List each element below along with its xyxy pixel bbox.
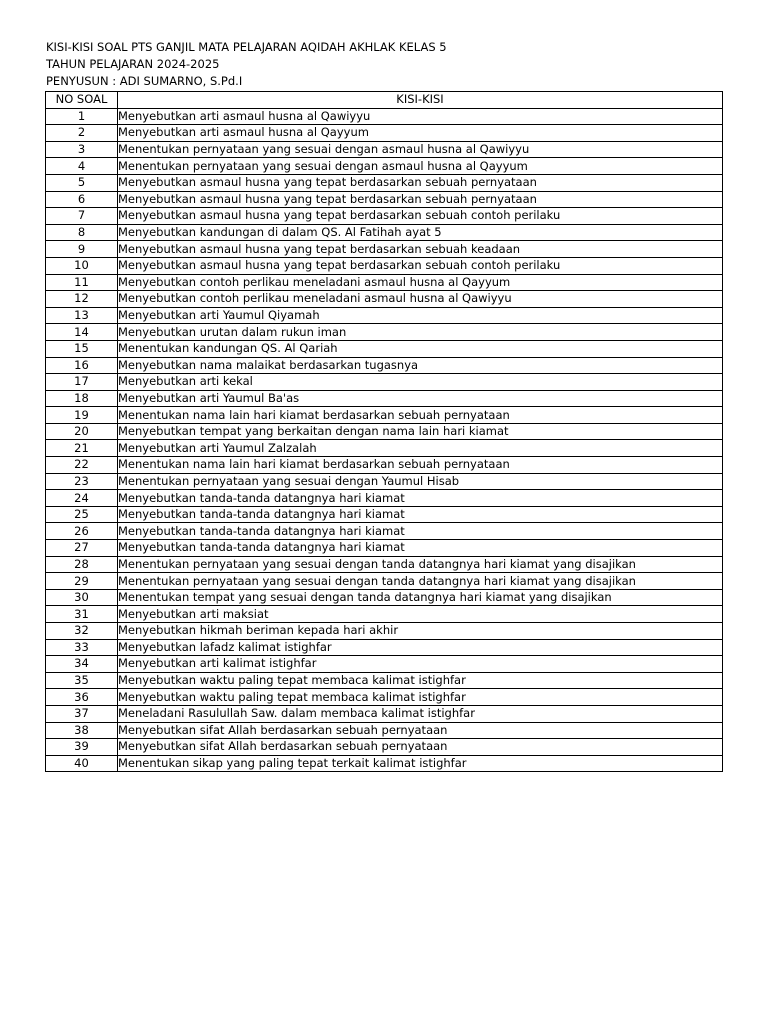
table-row [46, 689, 723, 706]
kisi-description: Menentukan pernyataan yang sesuai dengan tanda datangnya hari kiamat yang disajikan [118, 556, 723, 573]
kisi-description: Menyebutkan tanda-tanda datangnya hari kiamat [118, 506, 723, 523]
kisi-description: Menyebutkan lafadz kalimat istighfar [118, 639, 723, 656]
table-row [46, 174, 723, 191]
question-number: 12 [46, 291, 118, 308]
document-header [46, 39, 447, 90]
question-number: 34 [46, 656, 118, 673]
question-number: 40 [46, 755, 118, 772]
question-number: 19 [46, 407, 118, 424]
table-row [46, 357, 723, 374]
table-row [46, 108, 723, 125]
kisi-description: Menyebutkan arti maksiat [118, 606, 723, 623]
table-row [46, 755, 723, 772]
question-number: 7 [46, 208, 118, 225]
kisi-description: Menyebutkan hikmah beriman kepada hari akhir [118, 623, 723, 640]
question-number: 39 [46, 739, 118, 756]
question-number: 31 [46, 606, 118, 623]
table-row [46, 705, 723, 722]
question-number: 10 [46, 257, 118, 274]
table-row [46, 523, 723, 540]
question-number: 2 [46, 125, 118, 142]
question-number: 29 [46, 573, 118, 590]
table-row [46, 390, 723, 407]
kisi-description: Menyebutkan arti Yaumul Qiyamah [118, 307, 723, 324]
question-number: 32 [46, 623, 118, 640]
table-row [46, 241, 723, 258]
kisi-description: Menentukan nama lain hari kiamat berdasarkan sebuah pernyataan [118, 457, 723, 474]
kisi-description: Menyebutkan waktu paling tepat membaca kalimat istighfar [118, 672, 723, 689]
table-row [46, 224, 723, 241]
question-number: 37 [46, 705, 118, 722]
kisi-description: Menyebutkan arti Yaumul Zalzalah [118, 440, 723, 457]
question-number: 28 [46, 556, 118, 573]
table-row [46, 589, 723, 606]
question-number: 27 [46, 540, 118, 557]
kisi-description: Menentukan sikap yang paling tepat terkait kalimat istighfar [118, 755, 723, 772]
kisi-description: Menentukan pernyataan yang sesuai dengan asmaul husna al Qawiyyu [118, 141, 723, 158]
question-number: 20 [46, 423, 118, 440]
kisi-description: Menyebutkan tanda-tanda datangnya hari kiamat [118, 540, 723, 557]
question-number: 5 [46, 174, 118, 191]
kisi-description: Menyebutkan arti asmaul husna al Qawiyyu [118, 108, 723, 125]
table-row [46, 158, 723, 175]
table-row [46, 191, 723, 208]
kisi-description: Menyebutkan tanda-tanda datangnya hari kiamat [118, 490, 723, 507]
table-row [46, 457, 723, 474]
column-header-kisi-kisi: KISI-KISI [118, 92, 723, 109]
kisi-description: Menentukan tempat yang sesuai dengan tanda datangnya hari kiamat yang disajikan [118, 589, 723, 606]
question-number: 35 [46, 672, 118, 689]
table-row [46, 656, 723, 673]
kisi-description: Menyebutkan arti kalimat istighfar [118, 656, 723, 673]
table-header-row [46, 92, 723, 109]
question-number: 14 [46, 324, 118, 341]
table-row [46, 340, 723, 357]
kisi-description: Menentukan pernyataan yang sesuai dengan Yaumul Hisab [118, 473, 723, 490]
question-number: 33 [46, 639, 118, 656]
question-number: 23 [46, 473, 118, 490]
table-row [46, 407, 723, 424]
table-row [46, 490, 723, 507]
question-number: 16 [46, 357, 118, 374]
author-line: PENYUSUN : ADI SUMARNO, S.Pd.I [46, 74, 243, 88]
kisi-description: Menentukan pernyataan yang sesuai dengan asmaul husna al Qayyum [118, 158, 723, 175]
kisi-description: Menyebutkan asmaul husna yang tepat berdasarkan sebuah pernyataan [118, 191, 723, 208]
table-row [46, 540, 723, 557]
kisi-description: Menyebutkan contoh perlikau meneladani asmaul husna al Qawiyyu [118, 291, 723, 308]
question-number: 18 [46, 390, 118, 407]
table-row [46, 440, 723, 457]
table-row [46, 556, 723, 573]
kisi-description: Menentukan kandungan QS. Al Qariah [118, 340, 723, 357]
question-number: 3 [46, 141, 118, 158]
question-number: 38 [46, 722, 118, 739]
question-number: 1 [46, 108, 118, 125]
question-number: 15 [46, 340, 118, 357]
table-row [46, 423, 723, 440]
kisi-description: Menyebutkan arti Yaumul Ba'as [118, 390, 723, 407]
kisi-description: Menentukan nama lain hari kiamat berdasarkan sebuah pernyataan [118, 407, 723, 424]
kisi-description: Menyebutkan kandungan di dalam QS. Al Fatihah ayat 5 [118, 224, 723, 241]
question-number: 22 [46, 457, 118, 474]
table-row [46, 374, 723, 391]
column-header-no-soal: NO SOAL [46, 92, 118, 109]
question-number: 36 [46, 689, 118, 706]
table-row [46, 506, 723, 523]
table-row [46, 141, 723, 158]
kisi-description: Menyebutkan asmaul husna yang tepat berdasarkan sebuah pernyataan [118, 174, 723, 191]
table-row [46, 291, 723, 308]
question-number: 17 [46, 374, 118, 391]
table-row [46, 606, 723, 623]
question-number: 8 [46, 224, 118, 241]
question-number: 26 [46, 523, 118, 540]
kisi-description: Menyebutkan sifat Allah berdasarkan sebuah pernyataan [118, 739, 723, 756]
table-row [46, 208, 723, 225]
question-number: 6 [46, 191, 118, 208]
question-number: 30 [46, 589, 118, 606]
question-number: 4 [46, 158, 118, 175]
kisi-description: Menyebutkan tempat yang berkaitan dengan nama lain hari kiamat [118, 423, 723, 440]
table-row [46, 623, 723, 640]
table-row [46, 573, 723, 590]
kisi-description: Menyebutkan asmaul husna yang tepat berdasarkan sebuah contoh perilaku [118, 208, 723, 225]
question-number: 24 [46, 490, 118, 507]
kisi-description: Menyebutkan nama malaikat berdasarkan tugasnya [118, 357, 723, 374]
kisi-description: Menyebutkan urutan dalam rukun iman [118, 324, 723, 341]
kisi-description: Menyebutkan waktu paling tepat membaca kalimat istighfar [118, 689, 723, 706]
kisi-description: Menyebutkan arti asmaul husna al Qayyum [118, 125, 723, 142]
document-title: KISI-KISI SOAL PTS GANJIL MATA PELAJARAN AQIDAH AKHLAK KELAS 5 [46, 40, 447, 54]
kisi-description: Menyebutkan contoh perlikau meneladani asmaul husna al Qayyum [118, 274, 723, 291]
question-number: 11 [46, 274, 118, 291]
table-row [46, 307, 723, 324]
table-row [46, 257, 723, 274]
question-number: 13 [46, 307, 118, 324]
table-row [46, 672, 723, 689]
kisi-description: Menyebutkan arti kekal [118, 374, 723, 391]
academic-year: TAHUN PELAJARAN 2024-2025 [46, 57, 220, 71]
kisi-kisi-table [45, 91, 723, 772]
table-row [46, 739, 723, 756]
table-row [46, 125, 723, 142]
kisi-description: Menyebutkan tanda-tanda datangnya hari kiamat [118, 523, 723, 540]
question-number: 25 [46, 506, 118, 523]
table-row [46, 274, 723, 291]
kisi-description: Meneladani Rasulullah Saw. dalam membaca kalimat istighfar [118, 705, 723, 722]
kisi-description: Menyebutkan sifat Allah berdasarkan sebuah pernyataan [118, 722, 723, 739]
table-row [46, 639, 723, 656]
kisi-description: Menyebutkan asmaul husna yang tepat berdasarkan sebuah keadaan [118, 241, 723, 258]
table-row [46, 722, 723, 739]
question-number: 21 [46, 440, 118, 457]
kisi-description: Menentukan pernyataan yang sesuai dengan tanda datangnya hari kiamat yang disajikan [118, 573, 723, 590]
question-number: 9 [46, 241, 118, 258]
kisi-description: Menyebutkan asmaul husna yang tepat berdasarkan sebuah contoh perilaku [118, 257, 723, 274]
table-row [46, 324, 723, 341]
table-row [46, 473, 723, 490]
